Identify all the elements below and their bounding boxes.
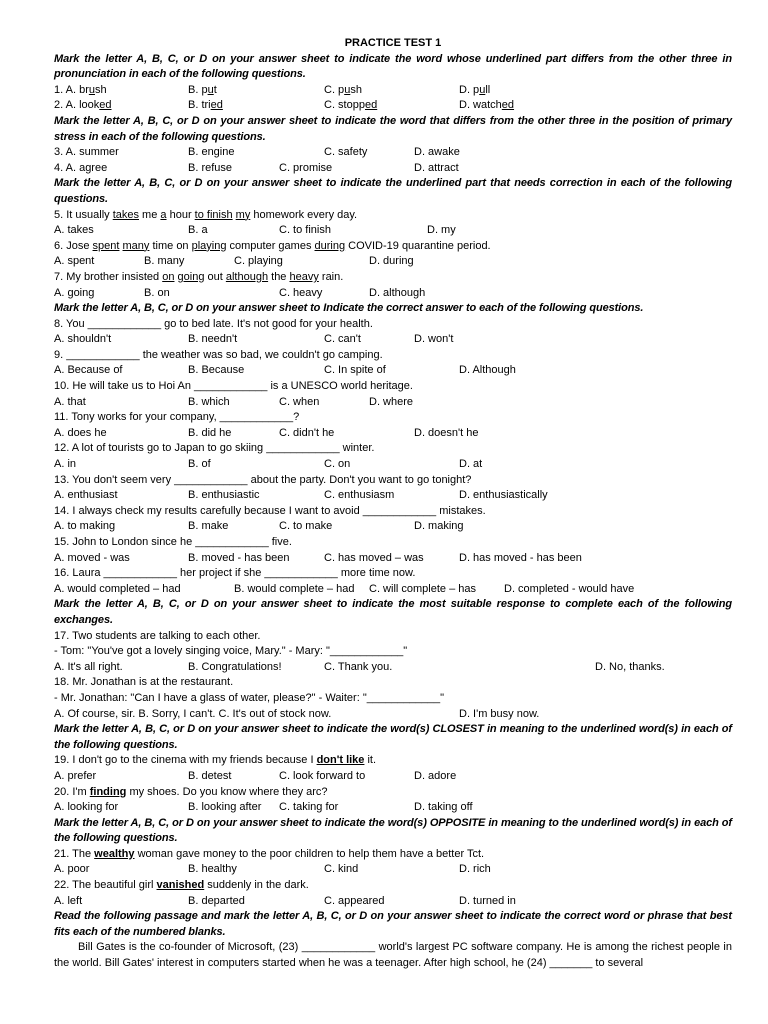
underlined-part: u	[344, 83, 351, 96]
answer-option	[324, 660, 392, 676]
answer-options	[54, 769, 732, 785]
answer-option	[54, 98, 112, 114]
option-text: C. safety	[324, 146, 368, 159]
option-text: 1. A. br	[54, 83, 89, 96]
question-stem	[54, 785, 732, 801]
answer-options	[54, 98, 732, 114]
option-text: D. won't	[414, 333, 454, 346]
question-stem	[54, 629, 732, 645]
option-text: C. playing	[234, 255, 283, 268]
answer-option	[54, 582, 181, 598]
question-stem	[54, 691, 732, 707]
option-text: B. refuse	[188, 161, 233, 174]
stem-text: - Tom: "You've got a lovely singing voice, Mary." - Mary: "____________"	[54, 645, 408, 658]
answer-options	[54, 551, 732, 567]
answer-option	[54, 363, 123, 379]
option-text: 2. A. look	[54, 99, 100, 112]
section-instruction: Mark the letter A, B, C, or D on your answer sheet to indicate the word whose underlined part differs from the other three in pronunciation in each of the following questions.	[54, 52, 732, 81]
answer-options	[54, 145, 732, 161]
option-text: D. although	[369, 286, 426, 299]
option-text: C. has moved – was	[324, 551, 424, 564]
option-text: B. many	[144, 255, 185, 268]
stem-text: 13. You don't seem very ____________ about the party. Don't you want to go tonight?	[54, 473, 472, 486]
answer-option	[54, 286, 94, 302]
option-text: D. Although	[459, 364, 516, 377]
answer-option	[459, 83, 490, 99]
question-stem	[54, 317, 732, 333]
underlined-part: vanished	[156, 879, 205, 892]
section-instruction: Read the following passage and mark the letter A, B, C, or D on your answer sheet to indicate the correct word or phrase that best fits each of the numbered blanks.	[54, 910, 732, 938]
answer-option	[279, 519, 332, 535]
option-text: B. a	[188, 224, 208, 237]
answer-options	[54, 254, 732, 270]
option-text: C. will complete – has	[369, 582, 476, 595]
answer-option	[54, 769, 96, 785]
option-text: B. on	[144, 286, 170, 299]
answer-option	[188, 98, 223, 114]
answer-option	[279, 161, 332, 177]
answer-option	[279, 769, 365, 785]
answer-options	[54, 457, 732, 473]
stem-text: 15. John to London since he ____________ five.	[54, 536, 292, 548]
option-text: 3. A. summer	[54, 146, 119, 159]
answer-option	[459, 488, 548, 504]
option-text: B. Congratulations!	[188, 660, 282, 673]
answer-option	[414, 145, 460, 161]
section-instruction: Mark the letter A, B, C, or D on your answer sheet to indicate the underlined part that needs correction in each of the following questions.	[54, 177, 732, 205]
stem-text: woman gave money to the poor children to help them have a better Tct.	[134, 847, 485, 860]
answer-option	[188, 769, 231, 785]
test-page	[54, 36, 732, 972]
option-text: D. has moved - has been	[459, 551, 582, 564]
underlined-part: many	[122, 239, 150, 252]
stem-text: 9. ____________ the weather was so bad, we couldn't go camping.	[54, 348, 383, 361]
underlined-part: my	[235, 208, 251, 221]
underlined-part: spent	[92, 239, 120, 252]
answer-option	[54, 161, 107, 177]
option-text: C. heavy	[279, 286, 323, 299]
answer-option	[414, 426, 478, 442]
answer-options	[54, 800, 732, 816]
answer-option	[54, 488, 118, 504]
answer-option	[188, 332, 237, 348]
question-stem	[54, 753, 732, 769]
answer-options	[54, 582, 732, 598]
question-stem	[54, 566, 732, 582]
option-text: B. departed	[188, 894, 245, 907]
option-text: A. shouldn't	[54, 333, 112, 346]
option-text: D. making	[414, 520, 464, 533]
option-text: A. in	[54, 458, 77, 471]
answer-option	[188, 145, 234, 161]
answer-option	[459, 551, 582, 567]
stem-text: my shoes. Do you know where they arc?	[126, 785, 328, 798]
answer-option	[54, 145, 119, 161]
option-text: C. enthusiasm	[324, 489, 395, 502]
reading-passage: Bill Gates is the co-founder of Microsoft, (23) ____________ world's largest PC software company. He is among the richest people in the world. Bill Gates' interest in computers started when he was a teenager. After high school, he (24) _______ to several	[54, 941, 732, 970]
answer-option	[324, 145, 367, 161]
option-text: B. tri	[188, 99, 211, 112]
answer-option	[188, 83, 217, 99]
option-text: D. taking off	[414, 801, 473, 814]
answer-option	[54, 395, 86, 411]
option-text: C. taking for	[279, 801, 339, 814]
option-text: C. can't	[324, 333, 361, 346]
stem-text: 7. My brother insisted	[54, 270, 163, 283]
option-text: C. didn't he	[279, 426, 335, 439]
question-stem	[54, 441, 732, 457]
underlined-part: during	[314, 239, 346, 252]
answer-option	[427, 223, 456, 239]
option-text: D. watch	[459, 99, 502, 112]
stem-text: computer games	[226, 239, 315, 252]
option-text: C. to make	[279, 520, 333, 533]
option-text: B. enthusiastic	[188, 489, 260, 502]
question-stem	[54, 847, 732, 863]
option-text: C. appeared	[324, 894, 385, 907]
option-text: B. make	[188, 520, 229, 533]
option-text: C. stopp	[324, 99, 365, 112]
answer-option	[279, 800, 338, 816]
answer-option	[188, 161, 232, 177]
question-stem	[54, 504, 732, 520]
stem-text: time on	[149, 239, 192, 252]
option-text: D. rich	[459, 863, 491, 876]
answer-option	[459, 457, 482, 473]
answer-option	[279, 223, 331, 239]
underlined-part: although	[225, 270, 269, 283]
answer-option	[414, 161, 459, 177]
option-text: D. No, thanks.	[595, 660, 665, 673]
answer-option	[54, 426, 107, 442]
answer-option	[324, 83, 362, 99]
answer-options	[54, 223, 732, 239]
option-text: B. p	[188, 83, 208, 96]
answer-option	[54, 83, 107, 99]
option-text: A. enthusiast	[54, 489, 118, 502]
option-text: D. my	[427, 224, 456, 237]
answer-option	[188, 395, 230, 411]
option-text: B. engine	[188, 146, 235, 159]
answer-option	[54, 223, 94, 239]
underlined-part: u	[88, 83, 95, 96]
question-stem	[54, 410, 732, 426]
option-text: A. does he	[54, 426, 107, 439]
option-text: A. that	[54, 395, 86, 408]
stem-text: 11. Tony works for your company, ____________?	[54, 411, 300, 424]
option-text: A. spent	[54, 255, 95, 268]
option-text: B. detest	[188, 769, 232, 782]
answer-options	[54, 426, 732, 442]
underlined-part: going	[177, 270, 205, 283]
answer-option	[324, 551, 424, 567]
answer-option	[54, 457, 76, 473]
stem-text: 16. Laura ____________ her project if she ____________ more time now.	[54, 567, 416, 580]
answer-option	[188, 223, 208, 239]
option-text: A. looking for	[54, 801, 119, 814]
answer-option	[324, 488, 394, 504]
stem-text: rain.	[318, 270, 344, 283]
answer-option	[459, 363, 516, 379]
answer-options	[54, 488, 732, 504]
option-text: D. I'm busy now.	[459, 707, 540, 720]
answer-option	[459, 894, 516, 910]
stem-text: 17. Two students are talking to each other.	[54, 629, 261, 642]
section-instruction: Mark the letter A, B, C, or D on your answer sheet to Indicate the correct answer to each of the following questions.	[54, 302, 644, 315]
option-text: C. p	[324, 83, 345, 96]
underlined-part: playing	[191, 239, 227, 252]
answer-option	[54, 332, 111, 348]
question-stem	[54, 644, 732, 660]
option-text: B. which	[188, 395, 230, 408]
option-text: A. prefer	[54, 769, 97, 782]
answer-option	[54, 254, 94, 270]
answer-option	[188, 488, 260, 504]
underlined-part: heavy	[289, 270, 319, 283]
answer-options	[54, 894, 732, 910]
stem-text: out	[204, 270, 226, 283]
answer-option	[414, 519, 464, 535]
underlined-part: u	[207, 83, 214, 96]
answer-option	[54, 660, 123, 676]
answer-option	[369, 254, 414, 270]
answer-options	[54, 286, 732, 302]
answer-option	[54, 862, 89, 878]
answer-option	[234, 582, 354, 598]
option-text: A. left	[54, 894, 83, 907]
answer-option	[144, 286, 170, 302]
question-stem	[54, 348, 732, 364]
option-text: D. turned in	[459, 894, 516, 907]
option-text: A. It's all right.	[54, 660, 123, 673]
option-text: C. Thank you.	[324, 660, 393, 673]
answer-options	[54, 83, 732, 99]
answer-option	[324, 457, 350, 473]
stem-text: suddenly in the dark.	[204, 879, 309, 892]
answer-options	[54, 707, 732, 723]
option-text: B. healthy	[188, 863, 237, 876]
option-text: A. moved - was	[54, 551, 130, 564]
answer-option	[595, 660, 665, 676]
answer-option	[459, 862, 491, 878]
option-text: B. moved - has been	[188, 551, 290, 564]
option-text: D. where	[369, 395, 414, 408]
stem-text: 5. It usually	[54, 208, 113, 221]
option-text: A. going	[54, 286, 95, 299]
answer-option	[459, 707, 539, 723]
answer-option	[54, 894, 82, 910]
section-instruction: Mark the letter A, B, C, or D on your answer sheet to indicate the word that differs from the other three in the position of primary stress in each of the following questions.	[54, 114, 732, 143]
stem-text: 20. I'm	[54, 785, 90, 798]
answer-option	[188, 894, 245, 910]
stem-text: - Mr. Jonathan: "Can I have a glass of water, please?" - Waiter: "____________"	[54, 691, 445, 704]
option-text: B. would complete – had	[234, 582, 355, 595]
section-instruction: Mark the letter A, B, C, or D on your answer sheet to indicate the most suitable response to complete each of the following exchanges.	[54, 598, 732, 626]
underlined-part: finding	[89, 785, 127, 798]
option-text: B. did he	[188, 426, 232, 439]
underlined-part: ed	[99, 99, 112, 112]
answer-option	[369, 395, 413, 411]
option-text: D. p	[459, 83, 480, 96]
underlined-part: ed	[364, 99, 378, 112]
option-text: D. adore	[414, 769, 457, 782]
stem-text: 14. I always check my results carefully because I want to avoid ____________ mistakes.	[54, 504, 486, 517]
underlined-part: wealthy	[94, 847, 135, 860]
answer-option	[324, 862, 358, 878]
section-instruction: Mark the letter A, B, C, or D on your answer sheet to indicate the word(s) CLOSEST in meaning to the underlined word(s) in each of the following questions.	[54, 723, 732, 751]
question-stem	[54, 878, 732, 894]
answer-option	[54, 551, 130, 567]
stem-text: homework every day.	[250, 208, 358, 221]
option-text: A. takes	[54, 224, 94, 237]
option-text: sh	[350, 83, 362, 96]
option-text: C. when	[279, 395, 320, 408]
answer-option	[54, 800, 118, 816]
stem-text: COVID-19 quarantine period.	[345, 239, 491, 252]
option-text: A. would completed – had	[54, 582, 181, 595]
option-text: D. awake	[414, 146, 460, 159]
underlined-part: ed	[210, 99, 223, 112]
option-text: C. on	[324, 458, 351, 471]
answer-option	[188, 457, 211, 473]
answer-option	[188, 660, 282, 676]
answer-option	[54, 519, 115, 535]
answer-option	[459, 98, 514, 114]
option-text: t	[213, 83, 217, 96]
answer-option	[324, 332, 361, 348]
answer-options	[54, 519, 732, 535]
underlined-part: to finish	[194, 208, 233, 221]
underlined-part: don't like	[316, 754, 365, 767]
answer-option	[369, 286, 425, 302]
answer-options	[54, 363, 732, 379]
option-text: B. of	[188, 458, 211, 471]
page-title: PRACTICE TEST 1	[344, 37, 442, 49]
answer-option	[324, 98, 377, 114]
answer-option	[414, 332, 453, 348]
option-text: A. poor	[54, 863, 90, 876]
stem-text: 10. He will take us to Hoi An ____________ is a UNESCO world heritage.	[54, 380, 413, 393]
option-text: B. needn't	[188, 333, 238, 346]
option-text: 4. A. agree	[54, 161, 108, 174]
question-stem	[54, 379, 732, 395]
stem-text: 18. Mr. Jonathan is at the restaurant.	[54, 676, 234, 689]
option-text: D. at	[459, 458, 483, 471]
answer-option	[188, 363, 244, 379]
stem-text: 22. The beautiful girl	[54, 879, 157, 892]
underlined-part: on	[162, 270, 175, 283]
option-text: C. to finish	[279, 224, 331, 237]
answer-options	[54, 660, 732, 676]
answer-option	[188, 426, 231, 442]
option-text: C. promise	[279, 161, 333, 174]
option-text: ll	[485, 83, 491, 96]
answer-options	[54, 395, 732, 411]
option-text: A. to making	[54, 520, 116, 533]
answer-options	[54, 332, 732, 348]
option-text: D. attract	[414, 161, 459, 174]
stem-text: hour	[166, 208, 195, 221]
answer-option	[504, 582, 634, 598]
option-text: A. Of course, sir. B. Sorry, I can't. C. It's out of stock now.	[54, 707, 332, 720]
underlined-part: takes	[112, 208, 139, 221]
option-text: C. In spite of	[324, 364, 386, 377]
answer-option	[414, 800, 473, 816]
option-text: C. kind	[324, 863, 359, 876]
option-text: B. Because	[188, 364, 245, 377]
option-text: B. looking after	[188, 801, 262, 814]
stem-text: 6. Jose	[54, 239, 93, 252]
answer-options	[54, 862, 732, 878]
answer-option	[188, 551, 290, 567]
answer-option	[279, 286, 322, 302]
answer-option	[188, 862, 237, 878]
answer-option	[414, 769, 456, 785]
answer-option	[324, 894, 385, 910]
question-stem	[54, 473, 732, 489]
answer-option	[144, 254, 184, 270]
option-text: D. doesn't he	[414, 426, 479, 439]
option-text: D. enthusiastically	[459, 489, 548, 502]
answer-option	[279, 395, 319, 411]
answer-option	[369, 582, 476, 598]
stem-text: 19. I don't go to the cinema with my friends because I	[54, 754, 317, 767]
option-text: sh	[94, 83, 107, 96]
stem-text: the	[268, 270, 290, 283]
underlined-part: ed	[501, 99, 515, 112]
stem-text: it.	[364, 754, 377, 767]
answer-option	[188, 800, 261, 816]
stem-text: me	[139, 208, 161, 221]
underlined-part: a	[160, 208, 167, 221]
underlined-part: u	[479, 83, 486, 96]
answer-options	[54, 161, 732, 177]
option-text: D. completed - would have	[504, 582, 635, 595]
stem-text: 8. You ____________ go to bed late. It's not good for your health.	[54, 317, 373, 330]
stem-text: 21. The	[54, 847, 95, 860]
answer-option	[188, 519, 228, 535]
answer-option	[234, 254, 283, 270]
section-instruction: Mark the letter A, B, C, or D on your answer sheet to indicate the word(s) OPPOSITE in meaning to the underlined word(s) in each of the following questions.	[54, 816, 732, 845]
option-text: A. Because of	[54, 364, 123, 377]
question-stem	[54, 535, 732, 551]
question-stem	[54, 270, 732, 286]
stem-text: 12. A lot of tourists go to Japan to go skiing ____________ winter.	[54, 442, 375, 455]
answer-option	[54, 707, 331, 723]
answer-option	[279, 426, 334, 442]
option-text: D. during	[369, 255, 414, 268]
option-text: C. look forward to	[279, 769, 366, 782]
question-stem	[54, 208, 732, 224]
answer-option	[324, 363, 386, 379]
question-stem	[54, 675, 732, 691]
question-stem	[54, 239, 732, 255]
